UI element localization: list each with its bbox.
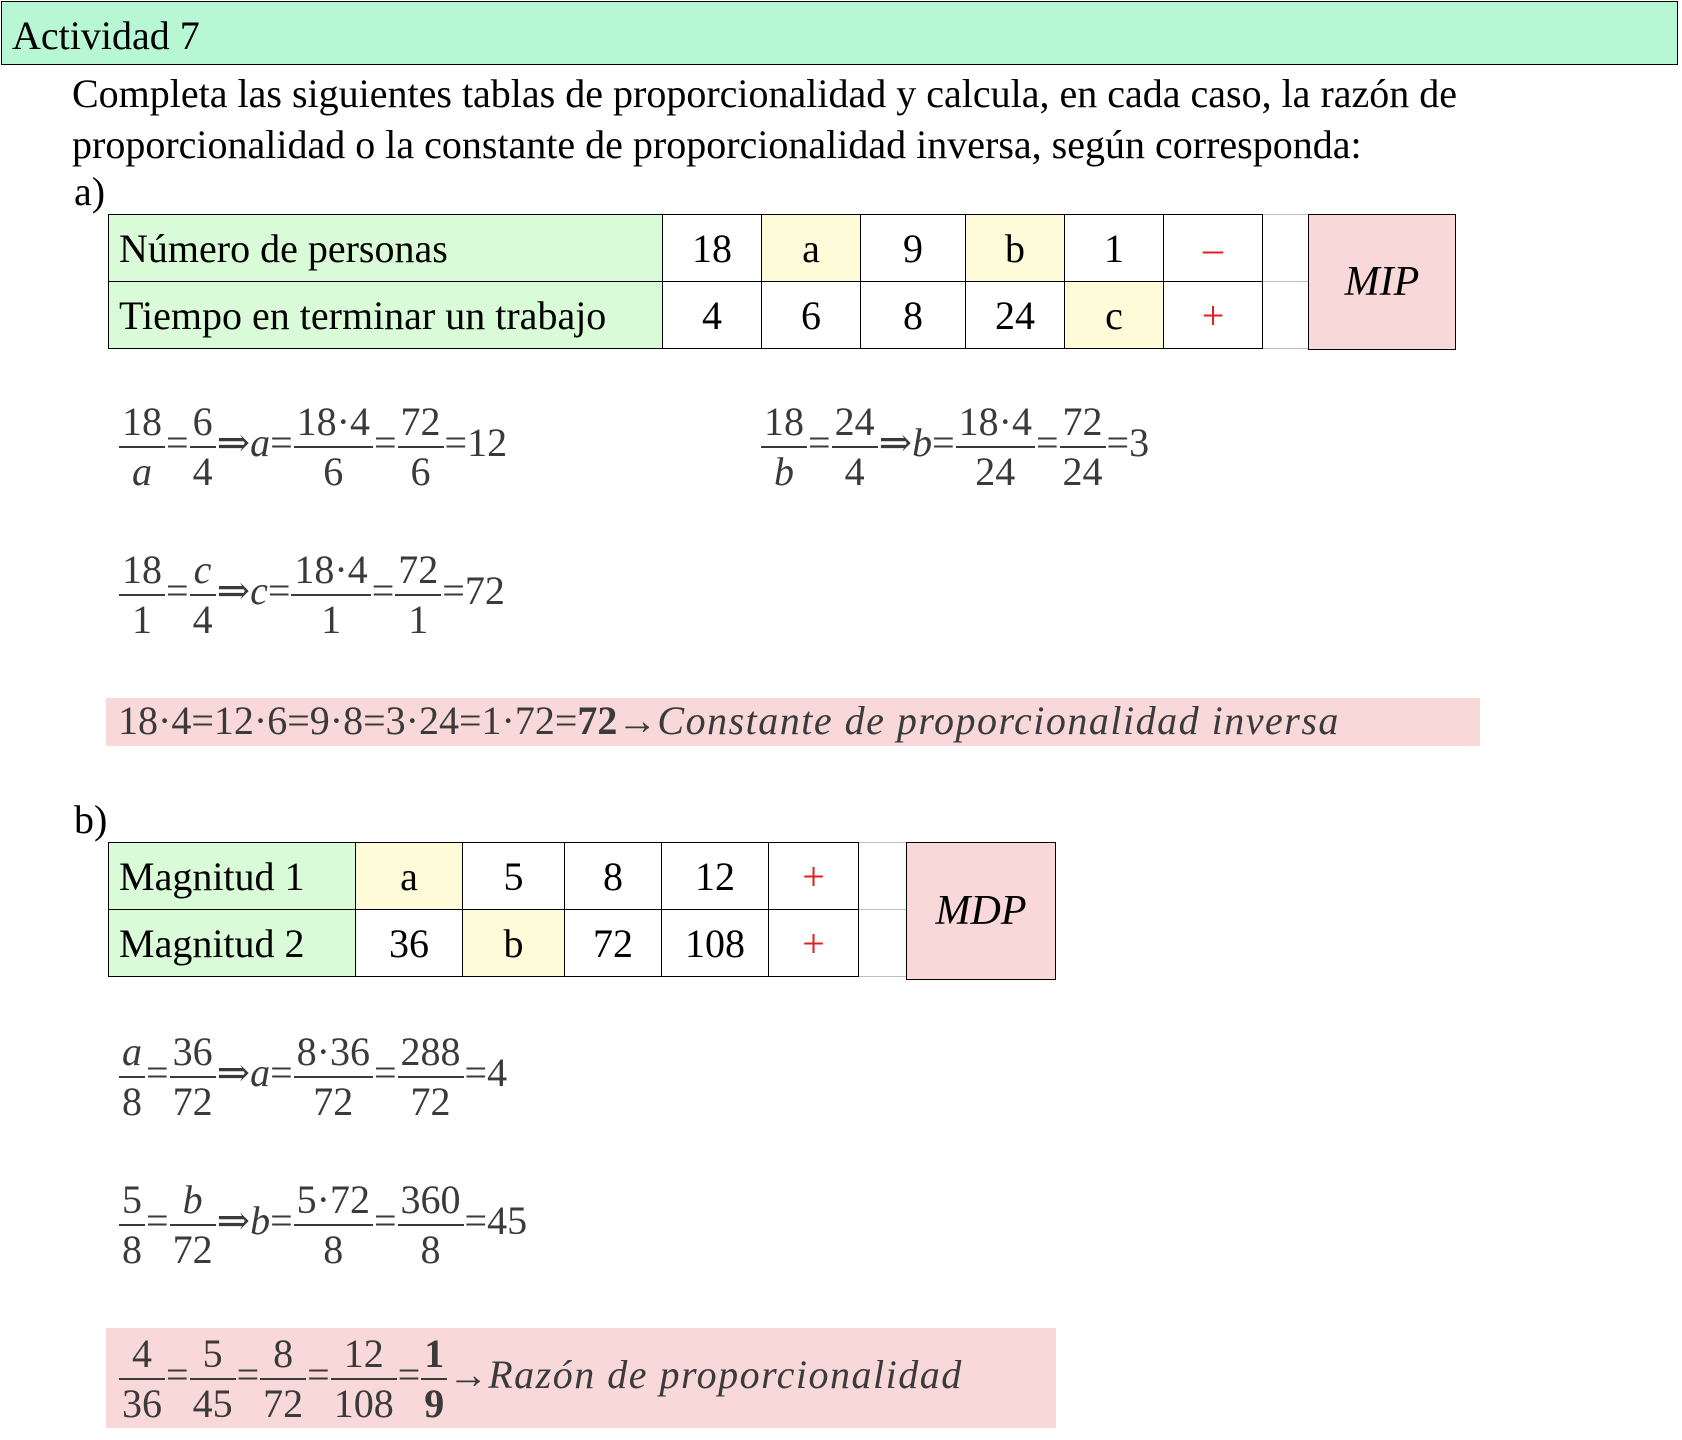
fraction-denominator: 36 — [122, 1381, 162, 1426]
summary-b: $\frac{4}{36}$ = $\frac{5}{45}$ = $\frac{8}{72}$ = $\frac{12}{108}$ = $\frac{1}{9}$ →Razón de proporcionalidad — [118, 1330, 963, 1428]
table-cell: 1 — [1065, 215, 1164, 282]
fraction-numerator: 18 — [761, 398, 807, 448]
table-cell: 9 — [861, 215, 966, 282]
fraction-numerator: 4 — [119, 1330, 165, 1380]
table-cell: 72 — [565, 910, 662, 977]
part-a-label: a) — [74, 169, 106, 214]
row-header: Magnitud 2 — [109, 910, 356, 977]
fraction-numerator: 72 — [1060, 398, 1106, 448]
equation-a3: $\frac{18}{1}$ = $\frac{c}{4}$ ⇒c= $\frac{18\cdot 4}{1}$ = $\frac{72}{1}$ =72 — [118, 546, 505, 644]
unknown-cell: a — [762, 215, 861, 282]
fraction-denominator: 45 — [192, 1381, 233, 1426]
fraction-denominator: 8 — [122, 1227, 142, 1272]
fraction-denominator: 4 — [844, 449, 865, 494]
type-badge-mdp: MDP — [906, 842, 1056, 980]
table-cell: 4 — [663, 282, 762, 349]
activity-title: Actividad 7 — [12, 13, 200, 58]
fraction-denominator: 24 — [1062, 449, 1103, 494]
fraction-denominator: 8 — [122, 1079, 142, 1124]
equation-result: 4 — [487, 1050, 508, 1096]
fraction-denominator: 72 — [313, 1079, 354, 1124]
equation-b1: $\frac{a}{8}$ = $\frac{36}{72}$ ⇒a= $\frac{8\cdot 36}{72}$ = $\frac{288}{72}$ =4 — [118, 1028, 507, 1126]
table-cell: 18 — [663, 215, 762, 282]
table-cell: 6 — [762, 282, 861, 349]
unknown-cell: a — [356, 843, 463, 910]
row-header: Número de personas — [109, 215, 663, 282]
fraction-denominator: 24 — [975, 449, 1016, 494]
fraction-numerator: 8 — [260, 1330, 306, 1380]
spacer-cell — [859, 910, 910, 977]
arrow: → — [448, 1352, 489, 1398]
fraction-denominator: 4 — [192, 449, 213, 494]
row-header: Magnitud 1 — [109, 843, 356, 910]
fraction-numerator: 18·4 — [294, 398, 373, 448]
trend-sign: + — [1164, 282, 1263, 349]
equation-result: 72 — [464, 568, 505, 614]
summary-label: Constante de proporcionalidad inversa — [657, 698, 1340, 743]
fraction-numerator: 12 — [331, 1330, 397, 1380]
fraction-numerator: 6 — [190, 398, 216, 448]
fraction-numerator: 5 — [119, 1176, 145, 1226]
fraction-numerator: b — [170, 1176, 216, 1226]
fraction-denominator: 8 — [420, 1227, 441, 1272]
fraction-numerator: c — [190, 546, 216, 596]
fraction-numerator: 288 — [398, 1028, 464, 1078]
table-cell: 8 — [861, 282, 966, 349]
activity-header — [1, 1, 1678, 65]
summary-constant: 72 — [577, 698, 618, 743]
fraction-numerator: a — [119, 1028, 145, 1078]
fraction-denominator: 4 — [192, 597, 213, 642]
fraction-denominator: a — [132, 449, 152, 494]
spacer-cell — [859, 843, 910, 910]
fraction-denominator: 108 — [333, 1381, 394, 1426]
fraction-denominator: 1 — [321, 597, 342, 642]
spacer-cell — [1263, 282, 1314, 349]
summary-label: Razón de proporcionalidad — [488, 1352, 963, 1398]
fraction-numerator: 18·4 — [291, 546, 370, 596]
fraction-numerator: 18 — [119, 398, 165, 448]
trend-sign: – — [1164, 215, 1263, 282]
type-badge-mip: MIP — [1308, 214, 1456, 350]
fraction-denominator: 72 — [410, 1079, 451, 1124]
fraction-denominator: 72 — [172, 1079, 213, 1124]
fraction-numerator: 72 — [398, 398, 444, 448]
unknown-cell: b — [966, 215, 1065, 282]
summary-a — [118, 697, 1340, 744]
fraction-numerator: 18·4 — [956, 398, 1035, 448]
table-cell: 8 — [565, 843, 662, 910]
fraction-numerator: 72 — [395, 546, 441, 596]
equation-a1: $\frac{18}{a}$ = $\frac{6}{4}$ ⇒a= $\frac{18\cdot 4}{6}$ = $\frac{72}{6}$ =12 — [118, 398, 507, 496]
variable: b — [912, 420, 933, 466]
trend-sign: + — [769, 910, 859, 977]
table-cell: 24 — [966, 282, 1065, 349]
trend-sign: + — [769, 843, 859, 910]
table-row — [109, 282, 1314, 349]
ratio-denominator: 9 — [424, 1381, 445, 1426]
table-row — [109, 215, 1314, 282]
fraction-numerator: 8·36 — [294, 1028, 373, 1078]
fraction-denominator: 1 — [132, 597, 152, 642]
variable: a — [250, 1050, 271, 1096]
fraction-numerator: 5·72 — [294, 1176, 373, 1226]
fraction-denominator: 72 — [263, 1381, 304, 1426]
table-cell: 12 — [662, 843, 769, 910]
equation-a2: $\frac{18}{b}$ = $\frac{24}{4}$ ⇒b= $\frac{18\cdot 4}{24}$ = $\frac{72}{24}$ =3 — [760, 398, 1149, 496]
table-a — [108, 214, 1314, 349]
equation-result: 45 — [487, 1198, 528, 1244]
fraction-denominator: b — [774, 449, 794, 494]
table-cell: 36 — [356, 910, 463, 977]
fraction-denominator: 72 — [172, 1227, 213, 1272]
equation-result: 12 — [467, 420, 508, 466]
instructions: Completa las siguientes tablas de proporcionalidad y calcula, en cada caso, la razón de proporcionalidad o la constante de proporcionalidad inversa, según corresponda: — [72, 71, 1458, 167]
variable: c — [250, 568, 268, 614]
unknown-cell: b — [463, 910, 565, 977]
fraction-denominator: 6 — [323, 449, 344, 494]
table-cell: 108 — [662, 910, 769, 977]
fraction-numerator: 36 — [170, 1028, 216, 1078]
fraction-numerator: 18 — [119, 546, 165, 596]
fraction-denominator: 1 — [408, 597, 429, 642]
table-row — [109, 843, 910, 910]
table-cell: 5 — [463, 843, 565, 910]
fraction-numerator: 5 — [190, 1330, 236, 1380]
equation-b2: $\frac{5}{8}$ = $\frac{b}{72}$ ⇒b= $\frac{5\cdot 72}{8}$ = $\frac{360}{8}$ =45 — [118, 1176, 527, 1274]
fraction-numerator: 24 — [832, 398, 878, 448]
part-b-label: b) — [74, 797, 108, 842]
unknown-cell: c — [1065, 282, 1164, 349]
spacer-cell — [1263, 215, 1314, 282]
fraction-numerator: 360 — [398, 1176, 464, 1226]
row-header: Tiempo en terminar un trabajo — [109, 282, 663, 349]
fraction-denominator: 8 — [323, 1227, 344, 1272]
ratio-numerator: 1 — [421, 1330, 447, 1380]
summary-products: 18·4=12·6=9·8=3·24=1·72= — [118, 698, 578, 743]
table-row — [109, 910, 910, 977]
equation-result: 3 — [1129, 420, 1150, 466]
variable: b — [250, 1198, 271, 1244]
table-b — [108, 842, 910, 977]
variable: a — [250, 420, 271, 466]
fraction-denominator: 6 — [410, 449, 431, 494]
arrow: → — [617, 698, 658, 743]
